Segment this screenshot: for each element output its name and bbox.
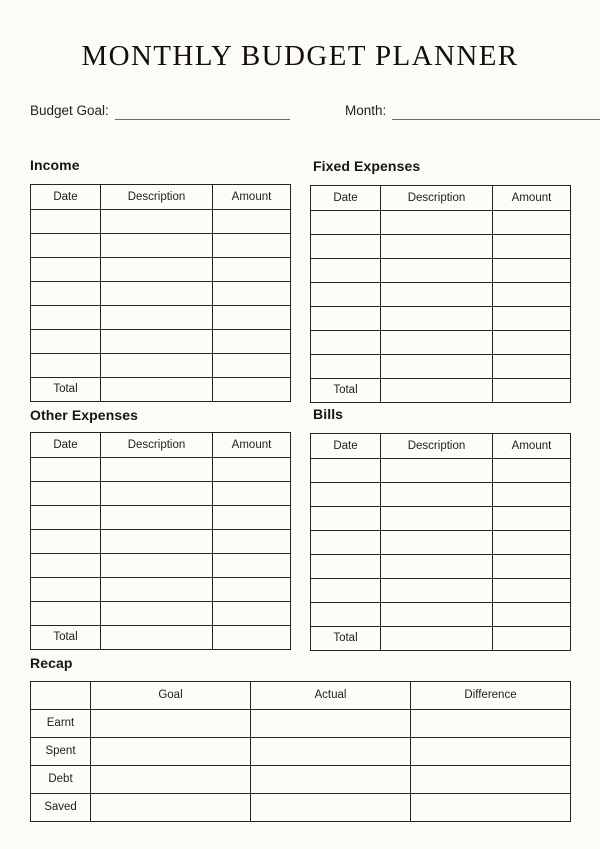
table-total-row [311, 627, 571, 651]
table-total-row [31, 378, 291, 402]
cell-date[interactable] [311, 459, 381, 483]
cell-description[interactable] [381, 283, 493, 307]
cell-amount[interactable] [213, 458, 291, 482]
cell-amount[interactable] [213, 578, 291, 602]
page-title: MONTHLY BUDGET PLANNER [81, 40, 519, 72]
table-total-row [311, 379, 571, 403]
cell-amount[interactable] [213, 258, 291, 282]
cell-date[interactable] [31, 530, 101, 554]
cell-description[interactable] [381, 355, 493, 379]
table-row [31, 530, 291, 554]
cell-amount[interactable] [493, 355, 571, 379]
recap-cell-saved-actual[interactable] [251, 794, 411, 822]
column-header-date: Date [31, 185, 101, 210]
table-header-row [31, 433, 291, 458]
table-fixed-expenses[interactable] [310, 185, 571, 403]
table-row [311, 331, 571, 355]
table-row [311, 211, 571, 235]
cell-amount[interactable] [493, 331, 571, 355]
cell-description[interactable] [381, 307, 493, 331]
total-label: Total [31, 626, 101, 650]
recap-row [31, 794, 571, 822]
month-input[interactable] [392, 104, 600, 120]
table-row [311, 483, 571, 507]
table-header-row [311, 434, 571, 459]
recap-row-label-debt: Debt [31, 766, 91, 794]
budget-goal-field[interactable] [30, 96, 290, 120]
total-label: Total [311, 627, 381, 651]
cell-amount[interactable] [213, 210, 291, 234]
cell-amount[interactable] [213, 330, 291, 354]
recap-cell-earnt-goal[interactable] [91, 710, 251, 738]
table-row [311, 355, 571, 379]
recap-column-header-goal: Goal [91, 682, 251, 710]
cell-date[interactable] [31, 282, 101, 306]
cell-description[interactable] [101, 378, 213, 402]
cell-amount[interactable] [493, 459, 571, 483]
recap-cell-earnt-difference[interactable] [411, 710, 571, 738]
cell-description[interactable] [101, 306, 213, 330]
table-header-row [31, 185, 291, 210]
cell-amount[interactable] [493, 579, 571, 603]
budget-goal-input[interactable] [115, 104, 290, 120]
table-row [31, 554, 291, 578]
recap-cell-spent-actual[interactable] [251, 738, 411, 766]
cell-date[interactable] [311, 283, 381, 307]
cell-amount[interactable] [213, 306, 291, 330]
recap-row [31, 710, 571, 738]
cell-date[interactable] [31, 554, 101, 578]
cell-description[interactable] [381, 627, 493, 651]
table-row [31, 234, 291, 258]
recap-corner-cell [31, 682, 91, 710]
column-header-amount: Amount [493, 434, 571, 459]
cell-total-amount[interactable] [493, 379, 571, 403]
table-row [311, 531, 571, 555]
cell-date[interactable] [31, 306, 101, 330]
table-header-row [311, 186, 571, 211]
recap-row-label-spent: Spent [31, 738, 91, 766]
cell-date[interactable] [311, 331, 381, 355]
table-other-expenses[interactable] [30, 432, 291, 650]
column-header-date: Date [31, 433, 101, 458]
cell-description[interactable] [101, 210, 213, 234]
cell-description[interactable] [101, 602, 213, 626]
total-label: Total [31, 378, 101, 402]
table-row [311, 283, 571, 307]
table-row [31, 282, 291, 306]
cell-description[interactable] [101, 554, 213, 578]
cell-date[interactable] [31, 506, 101, 530]
cell-date[interactable] [31, 234, 101, 258]
cell-description[interactable] [381, 211, 493, 235]
cell-amount[interactable] [213, 554, 291, 578]
cell-amount[interactable] [493, 211, 571, 235]
cell-description[interactable] [381, 579, 493, 603]
budget-goal-label: Budget Goal: [30, 103, 109, 118]
cell-description[interactable] [101, 530, 213, 554]
cell-amount[interactable] [493, 259, 571, 283]
cell-date[interactable] [311, 483, 381, 507]
cell-date[interactable] [311, 507, 381, 531]
cell-total-amount[interactable] [493, 627, 571, 651]
table-row [311, 579, 571, 603]
table-row [311, 507, 571, 531]
month-field[interactable] [345, 96, 600, 120]
table-income[interactable] [30, 184, 291, 402]
recap-row-label-earnt: Earnt [31, 710, 91, 738]
cell-description[interactable] [381, 459, 493, 483]
recap-row [31, 766, 571, 794]
cell-amount[interactable] [493, 283, 571, 307]
cell-amount[interactable] [213, 354, 291, 378]
cell-date[interactable] [311, 531, 381, 555]
recap-cell-saved-difference[interactable] [411, 794, 571, 822]
cell-date[interactable] [311, 555, 381, 579]
cell-description[interactable] [101, 626, 213, 650]
recap-cell-saved-goal[interactable] [91, 794, 251, 822]
cell-amount[interactable] [493, 603, 571, 627]
cell-description[interactable] [101, 354, 213, 378]
table-row [311, 459, 571, 483]
recap-cell-debt-goal[interactable] [91, 766, 251, 794]
cell-description[interactable] [101, 282, 213, 306]
table-row [31, 306, 291, 330]
column-header-description: Description [101, 433, 213, 458]
cell-description[interactable] [101, 458, 213, 482]
table-row [31, 482, 291, 506]
recap-column-header-actual: Actual [251, 682, 411, 710]
cell-date[interactable] [31, 458, 101, 482]
section-heading-other-expenses: Other Expenses [30, 407, 138, 423]
table-row [311, 259, 571, 283]
table-recap[interactable] [30, 681, 571, 822]
cell-description[interactable] [101, 330, 213, 354]
cell-description[interactable] [381, 531, 493, 555]
column-header-description: Description [381, 186, 493, 211]
cell-description[interactable] [381, 603, 493, 627]
recap-cell-spent-difference[interactable] [411, 738, 571, 766]
cell-amount[interactable] [213, 234, 291, 258]
total-label: Total [311, 379, 381, 403]
cell-date[interactable] [311, 603, 381, 627]
cell-date[interactable] [31, 602, 101, 626]
column-header-description: Description [101, 185, 213, 210]
cell-date[interactable] [311, 307, 381, 331]
meta-fields [30, 96, 570, 120]
cell-description[interactable] [101, 482, 213, 506]
cell-date[interactable] [31, 210, 101, 234]
cell-date[interactable] [31, 354, 101, 378]
cell-total-amount[interactable] [213, 626, 291, 650]
cell-amount[interactable] [213, 506, 291, 530]
recap-column-header-difference: Difference [411, 682, 571, 710]
cell-date[interactable] [311, 355, 381, 379]
table-row [311, 603, 571, 627]
table-row [31, 602, 291, 626]
table-row [31, 578, 291, 602]
recap-cell-spent-goal[interactable] [91, 738, 251, 766]
column-header-amount: Amount [493, 186, 571, 211]
cell-amount[interactable] [213, 530, 291, 554]
cell-date[interactable] [311, 211, 381, 235]
cell-date[interactable] [31, 578, 101, 602]
cell-description[interactable] [101, 506, 213, 530]
cell-date[interactable] [31, 330, 101, 354]
column-header-date: Date [311, 186, 381, 211]
cell-amount[interactable] [493, 555, 571, 579]
table-row [311, 307, 571, 331]
cell-amount[interactable] [493, 507, 571, 531]
cell-amount[interactable] [213, 602, 291, 626]
section-heading-fixed-expenses: Fixed Expenses [313, 158, 421, 174]
cell-description[interactable] [101, 258, 213, 282]
table-row [31, 458, 291, 482]
cell-date[interactable] [311, 235, 381, 259]
recap-row-label-saved: Saved [31, 794, 91, 822]
cell-description[interactable] [381, 555, 493, 579]
section-heading-bills: Bills [313, 406, 344, 422]
cell-amount[interactable] [213, 282, 291, 306]
cell-description[interactable] [381, 331, 493, 355]
table-row [31, 506, 291, 530]
cell-amount[interactable] [493, 483, 571, 507]
cell-amount[interactable] [493, 307, 571, 331]
cell-description[interactable] [381, 483, 493, 507]
section-heading-income: Income [30, 157, 80, 173]
recap-cell-debt-difference[interactable] [411, 766, 571, 794]
section-heading-recap: Recap [30, 655, 73, 671]
cell-date[interactable] [311, 579, 381, 603]
table-row [311, 555, 571, 579]
cell-description[interactable] [381, 259, 493, 283]
month-label: Month: [345, 103, 387, 118]
cell-description[interactable] [381, 235, 493, 259]
recap-header-row [31, 682, 571, 710]
recap-cell-debt-actual[interactable] [251, 766, 411, 794]
column-header-amount: Amount [213, 433, 291, 458]
cell-amount[interactable] [493, 235, 571, 259]
column-header-amount: Amount [213, 185, 291, 210]
cell-description[interactable] [101, 578, 213, 602]
cell-description[interactable] [381, 507, 493, 531]
cell-date[interactable] [31, 258, 101, 282]
table-row [311, 235, 571, 259]
cell-amount[interactable] [213, 482, 291, 506]
cell-amount[interactable] [493, 531, 571, 555]
cell-date[interactable] [31, 482, 101, 506]
table-row [31, 354, 291, 378]
table-row [31, 330, 291, 354]
cell-description[interactable] [101, 234, 213, 258]
recap-cell-earnt-actual[interactable] [251, 710, 411, 738]
cell-total-amount[interactable] [213, 378, 291, 402]
cell-description[interactable] [381, 379, 493, 403]
table-row [31, 210, 291, 234]
table-total-row [31, 626, 291, 650]
cell-date[interactable] [311, 259, 381, 283]
column-header-description: Description [381, 434, 493, 459]
recap-row [31, 738, 571, 766]
table-row [31, 258, 291, 282]
column-header-date: Date [311, 434, 381, 459]
table-bills[interactable] [310, 433, 571, 651]
